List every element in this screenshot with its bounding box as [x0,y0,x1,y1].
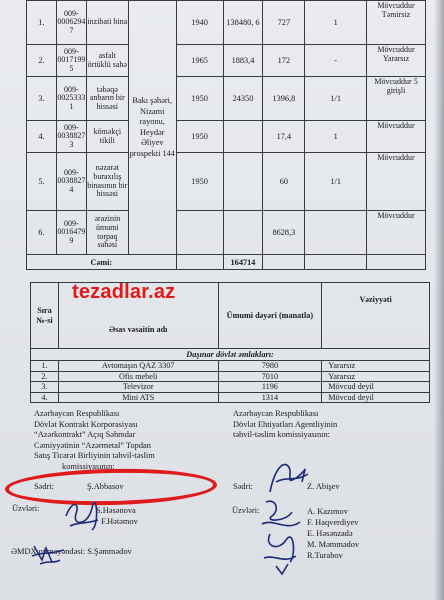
left-member-name: S.Həsənova [96,506,136,515]
cell-status: Mövcud deyil [322,392,430,403]
cell-no: 4. [31,392,59,403]
cell-status: Mövcud deyil [322,382,430,393]
cell-inventory: 009-0016479 9 [56,211,86,255]
cell-name: inzibati bina [86,1,128,45]
cell-col5: 17,4 [263,121,305,153]
cell-name: Avtomaşın QAZ 3307 [58,361,218,372]
cell-year: 1950 [176,77,223,121]
right-members-label: Üzvləri: [232,506,260,515]
cell-value: 7980 [218,361,322,372]
empty-cell [176,255,223,270]
watermark-text: tezadlar.az [72,281,176,303]
cell-no: 6. [27,211,57,255]
cell-area: 1883,4 [223,45,263,77]
signature-right-chair [262,452,312,502]
cell-col6: 1 [305,121,367,153]
cell-status: Mövcuddur 5 girişli [367,77,426,121]
total-label: Cəmi: [27,255,177,270]
cell-year: 1950 [176,121,223,153]
right-member-name: R.Turabov [307,551,343,560]
right-member-name: M. Məmmədov [307,540,360,549]
cell-area: 138480, 6 [223,1,263,45]
page-edge-shadow [434,0,444,600]
total-row [27,255,426,270]
section-row [31,349,430,361]
representative-line: ƏMDX nümayəndəsi: S.Şəmmədov [11,547,132,556]
cell-no: 1. [27,1,57,45]
table-row [27,121,426,153]
cell-area: 24350 [223,77,263,121]
cell-inventory: 009-0006294 7 [56,1,86,45]
right-member-name: A. Kazımov [307,507,348,516]
empty-cell [305,255,367,270]
cell-area [223,153,263,211]
cell-name: köməkçi tikili [86,121,128,153]
cell-name: təbəqə anbarın bir hissəsi [86,77,128,121]
heading-line: Dövlət Ehtiyatları Agentliyinin [233,419,338,429]
cell-inventory: 009-0038827 3 [56,121,86,153]
immovable-assets-table [26,0,426,270]
cell-value: 1314 [218,392,322,403]
table-row [31,382,430,393]
cell-no: 2. [27,45,57,77]
cell-name: Mini ATS [58,392,218,403]
signature-left-members [62,496,104,536]
heading-line: Cəmiyyətinin “Azərmetal” Topdan [34,440,151,450]
heading-line: Azərbaycan Respublikası [34,409,120,418]
cell-col5: 8628,3 [263,211,305,255]
cell-year: 1950 [176,153,223,211]
cell-col5: 60 [263,153,305,211]
right-commission-heading [233,409,337,441]
cell-value: 7010 [218,371,322,382]
cell-status: Yararsız [322,361,430,372]
table-row [27,45,426,77]
empty-cell [367,255,426,270]
right-member-name: E. Həsənzadə [307,529,353,538]
cell-area [223,211,263,255]
cell-name: Televizor [58,382,218,393]
header-status: Vəziyyəti [322,283,430,349]
left-member-name: F.Hətəmov [101,517,138,526]
table-row [31,371,430,382]
header-asset-name: Əsas vəsaitin adı [58,283,218,349]
cell-area [223,121,263,153]
cell-col5: 727 [263,1,305,45]
cell-status: Mövcuddur Təmirsiz [367,1,426,45]
empty-cell [263,255,305,270]
cell-year: 1965 [176,45,223,77]
heading-line: Dövlət Kontrakt Korporasiyası [34,419,138,429]
table-row [31,361,430,372]
left-commission-heading [34,409,155,472]
cell-col6: 1/1 [305,77,367,121]
heading-line: “Azərkontrakt” Açıq Səhmdar [34,430,136,439]
heading-line: təhvil-təslim komissiyasının: [233,430,331,439]
cell-name: nəzarət buraxılış binasının bir hissəsi [86,153,128,211]
cell-col6 [305,211,367,255]
cell-address: Bakı şəhəri, Nizami rayonu, Heydər Əliyev prospekti 144 [128,1,176,255]
header-total-value: Ümumi dəyəri (manatla) [218,283,322,349]
cell-status: Mövcuddur Yararsız [367,45,426,77]
left-members-label: Üzvləri: [12,504,40,513]
cell-col6: 1 [305,1,367,45]
signature-representative [28,540,68,568]
header-number: Sıra №-si [31,283,59,349]
table-row [27,211,426,255]
cell-inventory: 009-0017199 5 [56,45,86,77]
table-row [31,392,430,403]
cell-status: Mövcuddur [367,211,426,255]
heading-line: komissiyasının: [62,461,115,471]
heading-line: Satış Ticarət Birliyinin təhvil-təslim [34,451,155,460]
cell-no: 3. [31,382,59,393]
cell-no: 5. [27,153,57,211]
cell-status: Yararsız [322,371,430,382]
cell-value: 1196 [218,382,322,393]
cell-no: 3. [27,77,57,121]
cell-no: 4. [27,121,57,153]
right-member-name: F. Haqverdiyev [307,518,359,527]
cell-col6: - [305,45,367,77]
cell-name: asfalt örtüklü sahə [86,45,128,77]
table-row [27,77,426,121]
cell-col5: 172 [263,45,305,77]
cell-name: ərazinin ümumi torpaq sahəsi [86,211,128,255]
cell-status: Mövcuddur [367,153,426,211]
left-chair-name: Ş.Abbasov [87,482,124,491]
table-row [27,153,426,211]
cell-inventory: 009-0038827 4 [56,153,86,211]
section-title: Daşınar dövlət əmlakları: [31,349,430,361]
cell-col5: 1396,8 [263,77,305,121]
total-value: 164714 [223,255,263,270]
cell-year [176,211,223,255]
cell-no: 1. [31,361,59,372]
cell-name: Ofis mebeli [58,371,218,382]
right-chair-name: Z. Abişev [307,482,340,491]
cell-col6: 1/1 [305,153,367,211]
signature-right-members [256,496,308,576]
table-row [27,1,426,45]
heading-line: Azərbaycan Respublikası [233,409,319,418]
cell-year: 1940 [176,1,223,45]
right-chair-label: Sədri: [233,482,254,491]
cell-no: 2. [31,371,59,382]
cell-inventory: 009-0025333 1 [56,77,86,121]
cell-status: Mövcuddur [367,121,426,153]
left-chair-label: Sədri: [34,482,55,491]
